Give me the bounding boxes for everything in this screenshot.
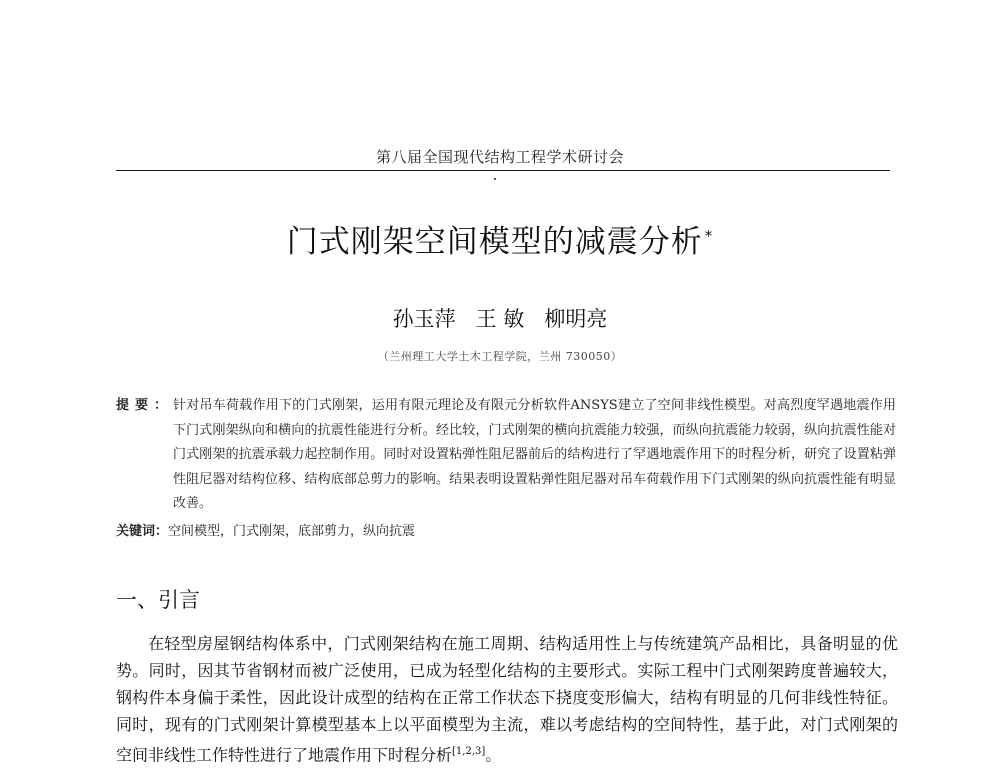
abstract-body: 针对吊车荷载作用下的门式刚架，运用有限元理论及有限元分析软件ANSYS建立了空间非线性模型。对高烈度罕遇地震作用下门式刚架纵向和横向的抗震性能进行分析。经比较，门式刚架的横向抗震能力较强，而纵向抗震能力较弱，纵向抗震性能对门式刚架的抗震承载力起控制作用。同时对设置粘弹性阻尼器前后的结构进行了罕遇地震作用下的时程分析，研究了设置粘弹性阻尼器对结构位移、结构底部总剪力的影响。结果表明设置粘弹性阻尼器对吊车荷载作用下门式刚架的纵向抗震性能有明显改善。 (173, 398, 896, 511)
abstract-label: 提要： (116, 398, 174, 413)
header-rule (116, 170, 890, 171)
paper-title-text: 门式刚架空间模型的减震分析 (286, 224, 703, 260)
scan-mark (494, 178, 496, 180)
citation: [1,2,3] (452, 746, 486, 757)
author-1: 孙玉萍 (392, 307, 456, 331)
title-footnote-mark: * (704, 226, 714, 245)
author-list (0, 303, 1000, 333)
author-3: 柳明亮 (544, 307, 608, 331)
keywords-text: 空间模型，门式刚架，底部剪力，纵向抗震 (168, 524, 416, 539)
introduction-paragraph (116, 630, 898, 768)
sentence-end: 。 (485, 745, 502, 765)
author-2: 王 敏 (475, 307, 525, 331)
paper-title (0, 216, 1000, 261)
introduction-text: 在轻型房屋钢结构体系中，门式刚架结构在施工周期、结构适用性上与传统建筑产品相比，具备明显的优势。同时，因其节省钢材而被广泛使用，已成为轻型化结构的主要形式。实际工程中门式刚架跨度普遍较大，钢构件本身偏于柔性，因此设计成型的结构在正常工作状态下挠度变形偏大，结构有明显的几何非线性特征。同时，现有的门式刚架计算模型基本上以平面模型为主流，难以考虑结构的空间特性，基于此，对门式刚架的空间非线性工作特性进行了地震作用下时程分析 (116, 634, 898, 765)
keywords-label: 关键词： (116, 524, 169, 539)
keywords (116, 520, 896, 539)
section-heading-introduction: 一、引言 (116, 588, 200, 612)
running-header: 第八届全国现代结构工程学术研讨会 (375, 148, 624, 166)
abstract (116, 394, 896, 517)
affiliation: （兰州理工大学土木工程学院，兰州 730050） (377, 350, 623, 363)
